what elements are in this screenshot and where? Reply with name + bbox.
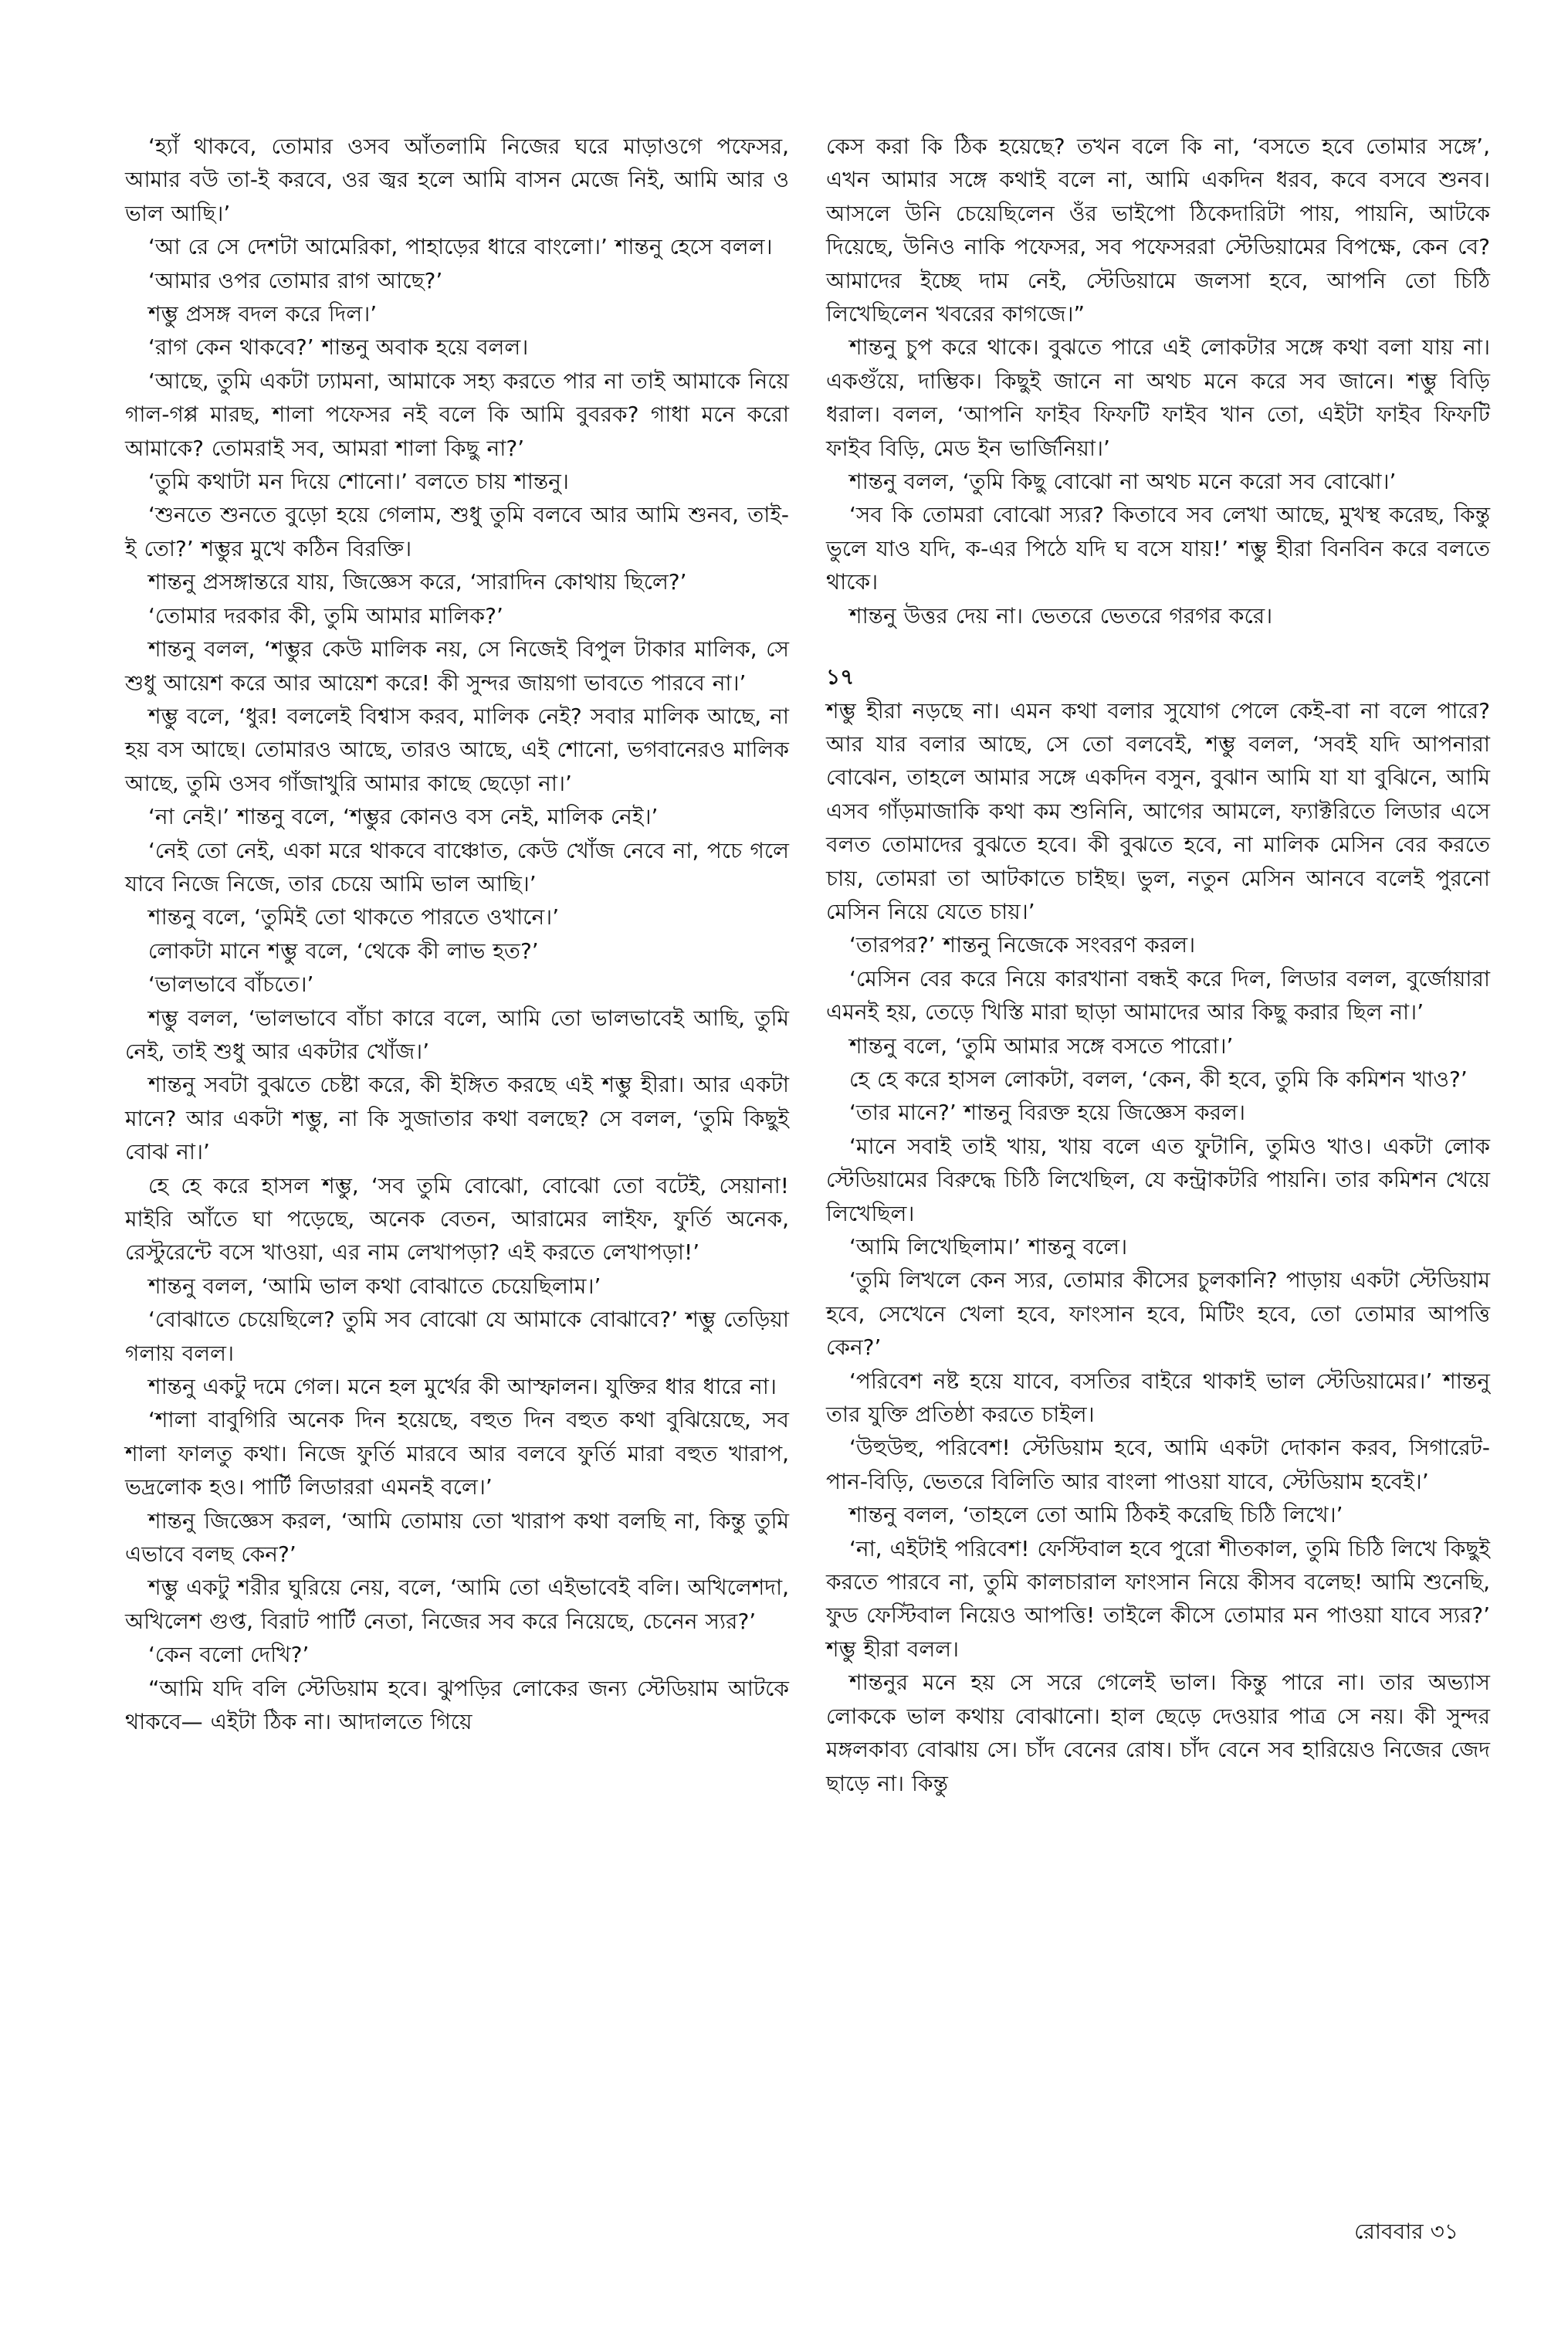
paragraph: শান্তনু বলে, ‘তুমি আমার সঙ্গে বসতে পারো।’	[849, 1032, 1234, 1059]
paragraph: ‘পরিবেশ নষ্ট হয়ে যাবে, বসতির বাইরে থাকাই ভাল স্টেডিয়ামের।’ শান্তনু তার যুক্তি প্রতিষ্ঠা করতে চাইল।	[826, 1368, 1490, 1428]
paragraph: ‘হ্যাঁ থাকবে, তোমার ওসব আঁতলামি নিজের ঘরে মাড়াওগে পফেসর, আমার বউ তা-ই করবে, ওর জ্বর হলে আমি বাসন মেজে নিই, আমি আর ও ভাল আছি।’	[125, 134, 789, 226]
paragraph: শান্তনু বলে, ‘তুমিই তো থাকতে পারতে ওখানে।’	[148, 904, 560, 931]
paragraph: ‘মানে সবাই তাই খায়, খায় বলে এত ফুটানি, তুমিও খাও। একটা লোক স্টেডিয়ামের বিরুদ্ধে চিঠি লিখেছিল, যে কন্ট্রাকটরি পায়নি। তার কমিশন খেয়ে লিখেছিল।	[826, 1133, 1490, 1226]
paragraph: শান্তনু বলল, ‘আমি ভাল কথা বোঝাতে চেয়েছিলাম।’	[148, 1273, 601, 1299]
paragraph: ‘কেন বলো দেখি?’	[148, 1642, 310, 1668]
paragraph: ‘সব কি তোমরা বোঝো স্যর? কিতাবে সব লেখা আছে, মুখস্থ করেছ, কিন্তু ভুলে যাও যদি, ক-এর পিঠে যদি ঘ বসে যায়!’ শম্ভু হীরা বিনবিন করে বলতে থাকে।	[826, 502, 1490, 595]
paragraph: লোকটা মানে শম্ভু বলে, ‘থেকে কী লাভ হত?’	[148, 938, 539, 964]
paragraph: শান্তনু সবটা বুঝতে চেষ্টা করে, কী ইঙ্গিত করছে এই শম্ভু হীরা। আর একটা মানে? আর একটা শম্ভু, না কি সুজাতার কথা বলছে? সে বলল, ‘তুমি কিছুই বোঝ না।’	[125, 1072, 789, 1165]
paragraph: ‘আছে, তুমি একটা ঢ্যামনা, আমাকে সহ্য করতে পার না তাই আমাকে নিয়ে গাল-গপ্প মারছ, শালা পফেসর নই বলে কি আমি বুবরক? গাধা মনে করো আমাকে? তোমরাই সব, আমরা শালা কিছু না?’	[125, 368, 789, 461]
paragraph: ‘তুমি লিখলে কেন স্যর, তোমার কীসের চুলকানি? পাড়ায় একটা স্টেডিয়াম হবে, সেখেনে খেলা হবে, ফাংসান হবে, মিটিং হবে, তো তোমার আপত্তি কেন?’	[826, 1267, 1490, 1361]
paragraph: শান্তনু বলল, ‘তাহলে তো আমি ঠিকই করেছি চিঠি লিখে।’	[849, 1502, 1343, 1528]
paragraph: শান্তনু জিজ্ঞেস করল, ‘আমি তোমায় তো খারাপ কথা বলছি না, কিন্তু তুমি এভাবে বলছ কেন?’	[125, 1507, 789, 1568]
paragraph: শম্ভু একটু শরীর ঘুরিয়ে নেয়, বলে, ‘আমি তো এইভাবেই বলি। অখিলেশদা, অখিলেশ গুপ্ত, বিরাট পার্টি নেতা, নিজের সব করে নিয়েছে, চেনেন স্যর?’	[125, 1575, 789, 1634]
paragraph: হে হে করে হাসল শম্ভু, ‘সব তুমি বোঝো, বোঝো তো বটেই, সেয়ানা! মাইরি আঁতে ঘা পড়েছে, অনেক বেতন, আরামের লাইফ, ফুর্তি অনেক, রেস্টুরেন্টে বসে খাওয়া, এর নাম লেখাপড়া? এই করতে লেখাপড়া!’	[125, 1172, 789, 1266]
paragraph: ‘বোঝাতে চেয়েছিলে? তুমি সব বোঝো যে আমাকে বোঝাবে?’ শম্ভু তেড়িয়া গলায় বলল।	[125, 1307, 789, 1366]
paragraph: “আমি যদি বলি স্টেডিয়াম হবে। ঝুপড়ির লোকের জন্য স্টেডিয়াম আটকে থাকবে— এইটা ঠিক না। আদালতে গিয়ে	[125, 1675, 789, 1735]
paragraph: শান্তনু উত্তর দেয় না। ভেতরে ভেতরে গরগর করে।	[849, 602, 1273, 629]
paragraph: ‘শুনতে শুনতে বুড়ো হয়ে গেলাম, শুধু তুমি বলবে আর আমি শুনব, তাই-ই তো?’ শম্ভুর মুখে কঠিন বিরক্তি।	[125, 502, 789, 561]
paragraph: শম্ভু বলল, ‘ভালভাবে বাঁচা কারে বলে, আমি তো ভালভাবেই আছি, তুমি নেই, তাই শুধু আর একটার খোঁজ।’	[125, 1005, 789, 1064]
paragraph: ‘আ রে সে দেশটা আমেরিকা, পাহাড়ের ধারে বাংলো।’ শান্তনু হেসে বলল।	[148, 234, 773, 260]
paragraph: হে হে করে হাসল লোকটা, বলল, ‘কেন, কী হবে, তুমি কি কমিশন খাও?’	[849, 1066, 1468, 1092]
paragraph: ‘আমার ওপর তোমার রাগ আছে?’	[148, 267, 443, 293]
paragraph: ‘রাগ কেন থাকবে?’ শান্তনু অবাক হয়ে বলল।	[148, 334, 529, 361]
paragraph: ‘তার মানে?’ শান্তনু বিরক্ত হয়ে জিজ্ঞেস করল।	[849, 1100, 1246, 1126]
paragraph: শম্ভু হীরা নড়ছে না। এমন কথা বলার সুযোগ পেলে কেই-বা না বলে পারে? আর যার বলার আছে, সে তো বলবেই, শম্ভু বলল, ‘সবই যদি আপনারা বোঝেন, তাহলে আমার সঙ্গে একদিন বসুন, বুঝান আমি যা যা বুঝিনে, আমি এসব গাঁড়মাজাকি কথা কম শুনিনি, আগের আমলে, ফ্যাক্টরিতে লিডার এসে বলত তোমাদের বুঝতে হবে। কী বুঝতে হবে, না মালিক মেসিন বের করতে চায়, তোমরা তা আটকাতে চাইছ। ভুল, নতুন মেসিন আনবে বলেই পুরনো মেসিন নিয়ে যেতে চায়।’	[826, 697, 1490, 924]
paragraph: শান্তনু একটু দমে গেল। মনে হল মুর্খের কী আস্ফালন। যুক্তির ধার ধারে না।	[148, 1374, 777, 1400]
section-number: ১৭	[826, 664, 855, 690]
paragraph: ‘নেই তো নেই, একা মরে থাকবে বাঞ্চোত, কেউ খোঁজ নেবে না, পচে গলে যাবে নিজে নিজে, তার চেয়ে আমি ভাল আছি।’	[125, 837, 789, 897]
paragraph: ‘না, এইটাই পরিবেশ! ফেস্টিবাল হবে পুরো শীতকাল, তুমি চিঠি লিখে কিছুই করতে পারবে না, তুমি কালচারাল ফাংসান নিয়ে কীসব বলেছ! আমি শুনেছি, ফুড ফেস্টিবাল নিয়েও আপত্তি! তাইলে কীসে তোমার মন পাওয়া যাবে স্যর?’ শম্ভু হীরা বলল।	[826, 1535, 1490, 1662]
paragraph: ‘তুমি কথাটা মন দিয়ে শোনো।’ বলতে চায় শান্তনু।	[148, 469, 569, 495]
paragraph: ‘মেসিন বের করে নিয়ে কারখানা বন্ধই করে দিল, লিডার বলল, বুর্জোয়ারা এমনই হয়, তেড়ে খিস্তি মারা ছাড়া আমাদের আর কিছু করার ছিল না।’	[826, 965, 1490, 1026]
paragraph: শান্তনু বলল, ‘তুমি কিছু বোঝো না অথচ মনে করো সব বোঝো।’	[849, 469, 1397, 495]
paragraph: ‘উহুউহু, পরিবেশ! স্টেডিয়াম হবে, আমি একটা দোকান করব, সিগারেট-পান-বিড়ি, ভেতরে বিলিতি আর বাংলা পাওয়া যাবে, স্টেডিয়াম হবেই।’	[826, 1435, 1490, 1494]
paragraph: ‘তারপর?’ শান্তনু নিজেকে সংবরণ করল।	[849, 932, 1196, 958]
left-column	[125, 130, 789, 1739]
paragraph-continued: কেস করা কি ঠিক হয়েছে? তখন বলে কি না, ‘বসতে হবে তোমার সঙ্গে’, এখন আমার সঙ্গে কথাই বলে না, আমি একদিন ধরব, কবে বসবে শুনব। আসলে উনি চেয়েছিলেন ওঁর ভাইপো ঠিকেদারিটা পায়, পায়নি, আটকে দিয়েছে, উনিও নাকি পফেসর, সব পফেসররা স্টেডিয়ামের বিপক্ষে, কেন বে? আমাদের ইচ্ছে দাম নেই, স্টেডিয়ামে জলসা হবে, আপনি তো চিঠি লিখেছিলেন খবরের কাগজে।”	[826, 134, 1490, 327]
paragraph: শম্ভু বলে, ‘ধুর! বললেই বিশ্বাস করব, মালিক নেই? সবার মালিক আছে, না হয় বস আছে। তোমারও আছে, তারও আছে, এই শোনো, ভগবানেরও মালিক আছে, তুমি ওসব গাঁজাখুরি আমার কাছে ছেড়ো না।’	[125, 703, 789, 796]
page-folio: রোববার ৩১	[1354, 2219, 1458, 2244]
right-column	[826, 130, 1490, 1800]
paragraph: শান্তনু চুপ করে থাকে। বুঝতে পারে এই লোকটার সঙ্গে কথা বলা যায় না। একগুঁয়ে, দাম্ভিক। কিছুই জানে না অথচ মনে করে সব জানে। শম্ভু বিড়ি ধরাল। বলল, ‘আপনি ফাইব ফিফটি ফাইব খান তো, এইটা ফাইব ফিফটি ফাইব বিড়ি, মেড ইন ভার্জিনিয়া।’	[826, 334, 1490, 461]
paragraph: ‘শালা বাবুগিরি অনেক দিন হয়েছে, বহুত দিন বহুত কথা বুঝিয়েছে, সব শালা ফালতু কথা। নিজে ফুর্তি মারবে আর বলবে ফুর্তি মারা বহুত খারাপ, ভদ্রলোক হও। পার্টি লিডাররা এমনই বলে।’	[125, 1407, 789, 1500]
paragraph: শান্তনু বলল, ‘শম্ভুর কেউ মালিক নয়, সে নিজেই বিপুল টাকার মালিক, সে শুধু আয়েশ করে আর আয়েশ করে! কী সুন্দর জায়গা ভাবতে পারবে না।’	[125, 636, 789, 696]
paragraph: ‘ভালভাবে বাঁচতে।’	[148, 971, 314, 998]
paragraph: ‘আমি লিখেছিলাম।’ শান্তনু বলে।	[849, 1234, 1128, 1260]
paragraph: ‘না নেই।’ শান্তনু বলে, ‘শম্ভুর কোনও বস নেই, মালিক নেই।’	[148, 804, 659, 830]
paragraph: শম্ভু প্রসঙ্গ বদল করে দিল।’	[148, 301, 378, 327]
paragraph: ‘তোমার দরকার কী, তুমি আমার মালিক?’	[148, 602, 503, 629]
paragraph: শান্তনুর মনে হয় সে সরে গেলেই ভাল। কিন্তু পারে না। তার অভ্যাস লোককে ভাল কথায় বোঝানো। হাল ছেড়ে দেওয়ার পাত্র সে নয়। কী সুন্দর মঙ্গলকাব্য বোঝায় সে। চাঁদ বেনের রোষ। চাঁদ বেনে সব হারিয়েও নিজের জেদ ছাড়ে না। কিন্তু	[826, 1670, 1490, 1796]
paragraph: শান্তনু প্রসঙ্গান্তরে যায়, জিজ্ঞেস করে, ‘সারাদিন কোথায় ছিলে?’	[148, 569, 687, 595]
